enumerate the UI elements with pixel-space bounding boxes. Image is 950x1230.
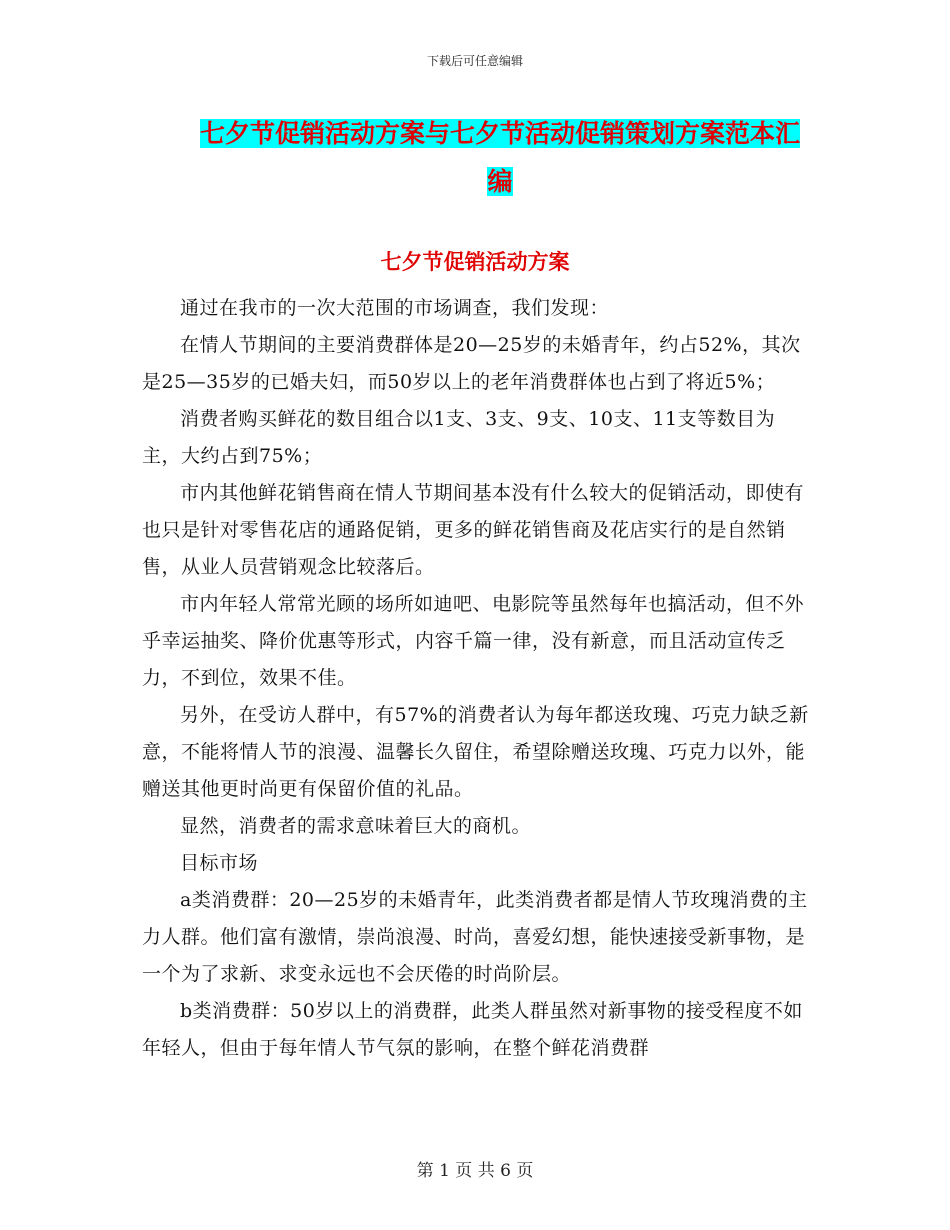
paragraph: 市内年轻人常常光顾的场所如迪吧、电影院等虽然每年也搞活动，但不外乎幸运抽奖、降价优惠等形式，内容千篇一律，没有新意，而且活动宣传乏力，不到位，效果不佳。 [142,593,805,689]
paragraph: 市内其他鲜花销售商在情人节期间基本没有什么较大的促销活动，即使有也只是针对零售花店的通路促销，更多的鲜花销售商及花店实行的是自然销售，从业人员营销观念比较落后。 [142,482,805,578]
paragraph: 目标市场 [180,852,259,874]
paragraph: 在情人节期间的主要消费群体是20—25岁的未婚青年，约占52%，其次是25—35岁的已婚夫妇，而50岁以上的老年消费群体也占到了将近5%； [142,334,801,393]
document-title [190,110,810,206]
section-title: 七夕节促销活动方案 [380,249,570,274]
paragraph: a类消费群：20—25岁的未婚青年，此类消费者都是情人节玫瑰消费的主力人群。他们富有激情，崇尚浪漫、时尚，喜爱幻想，能快速接受新事物，是一个为了求新、求变永远也不会厌倦的时尚阶层。 [142,889,808,985]
document-body [142,290,814,1067]
paragraph: 消费者购买鲜花的数目组合以1支、3支、9支、10支、11支等数目为主，大约占到75%； [142,408,776,467]
paragraph: 显然，消费者的需求意味着巨大的商机。 [180,815,532,837]
paragraph: b类消费群：50岁以上的消费群，此类人群虽然对新事物的接受程度不如年轻人，但由于每年情人节气氛的影响，在整个鲜花消费群 [142,1000,803,1059]
document-title-text: 七夕节促销活动方案与七夕节活动促销策划方案范本汇编 [199,119,800,196]
paragraph: 另外，在受访人群中，有57%的消费者认为每年都送玫瑰、巧克力缺乏新意，不能将情人节的浪漫、温馨长久留住，希望除赠送玫瑰、巧克力以外，能赠送其他更时尚更有保留价值的礼品。 [142,704,809,800]
paragraph: 通过在我市的一次大范围的市场调查，我们发现： [180,297,610,319]
header-note: 下载后可任意编辑 [426,54,523,68]
page-number: 第 1 页 共 6 页 [416,1161,534,1181]
